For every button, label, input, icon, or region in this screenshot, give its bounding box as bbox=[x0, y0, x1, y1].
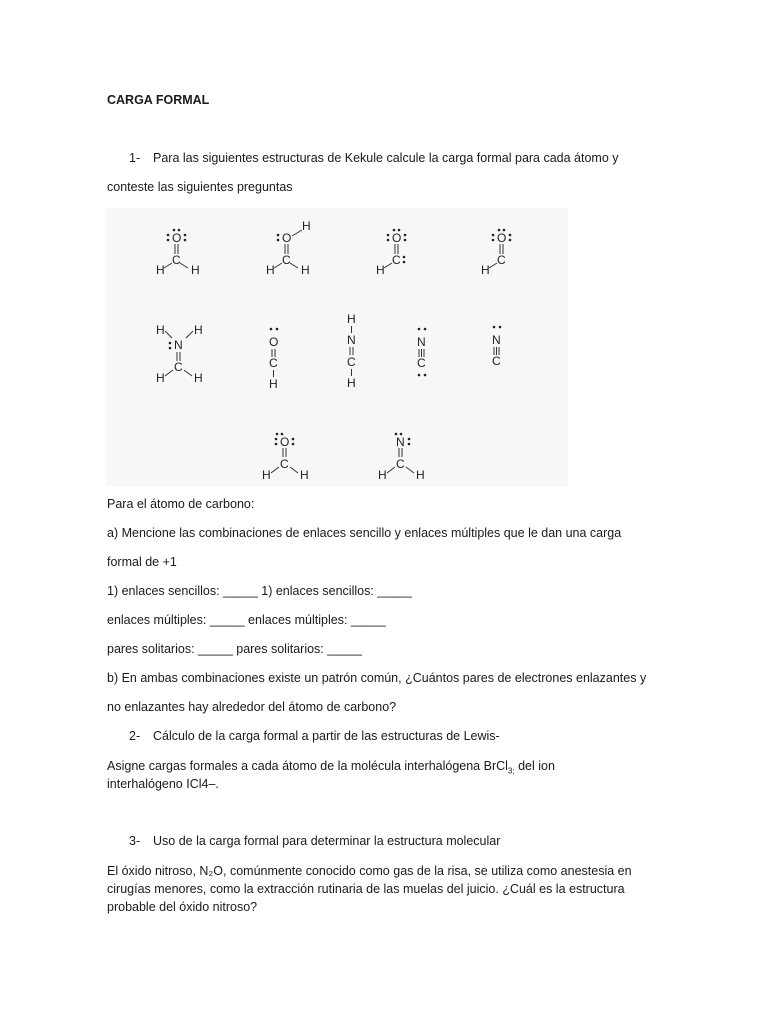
question-1-continuation: conteste las siguientes preguntas bbox=[107, 180, 293, 194]
atom-h: H bbox=[481, 263, 490, 277]
atom-n: N bbox=[396, 435, 405, 449]
question-b-line2: no enlazantes hay alrededor del átomo de carbono? bbox=[107, 700, 397, 714]
structure-1 bbox=[156, 229, 200, 277]
multiple-bonds-row: enlaces múltiples: _____ enlaces múltiples: _____ bbox=[107, 613, 386, 627]
atom-o: O bbox=[172, 231, 182, 245]
kekule-structures-figure bbox=[106, 208, 568, 486]
lone-pairs-row: pares solitarios: _____ pares solitarios: _____ bbox=[107, 642, 363, 656]
atom-h: H bbox=[416, 468, 425, 482]
atom-h: H bbox=[378, 468, 387, 482]
atom-c: C bbox=[392, 253, 401, 267]
structure-4 bbox=[481, 229, 511, 277]
atom-c: C bbox=[269, 356, 278, 370]
structure-6 bbox=[269, 328, 278, 391]
atom-h: H bbox=[262, 468, 271, 482]
page-title: CARGA FORMAL bbox=[107, 93, 210, 107]
atom-n: N bbox=[417, 335, 426, 349]
question-3-paragraph-line1: El óxido nitroso, N₂O, comúnmente conocido como gas de la risa, se utiliza como anestesia en bbox=[107, 864, 632, 878]
atom-h: H bbox=[156, 371, 165, 385]
atom-h: H bbox=[266, 263, 275, 277]
question-3-paragraph-line3: probable del óxido nitroso? bbox=[107, 900, 258, 914]
atom-o: O bbox=[497, 231, 507, 245]
structures-svg bbox=[106, 208, 568, 486]
question-2-body-line2: interhalógeno ICl4–. bbox=[107, 777, 219, 791]
structure-3 bbox=[376, 229, 406, 277]
structure-7 bbox=[347, 312, 356, 390]
atom-c: C bbox=[172, 253, 181, 267]
question-a-line2: formal de +1 bbox=[107, 555, 177, 569]
atom-h: H bbox=[376, 263, 385, 277]
atom-h: H bbox=[347, 312, 356, 326]
atom-h: H bbox=[269, 377, 278, 391]
atom-h: H bbox=[300, 468, 309, 482]
question-1-text: Para las siguientes estructuras de Kekule calcule la carga formal para cada átomo y bbox=[153, 151, 619, 165]
atom-c: C bbox=[282, 253, 291, 267]
atom-h: H bbox=[156, 323, 165, 337]
atom-c: C bbox=[396, 457, 405, 471]
atom-n: N bbox=[174, 338, 183, 352]
atom-h: H bbox=[194, 371, 203, 385]
atom-o: O bbox=[392, 231, 402, 245]
atom-c: C bbox=[347, 355, 356, 369]
atom-o: O bbox=[280, 435, 290, 449]
question-2-number: 2- bbox=[129, 729, 141, 743]
structure-11 bbox=[378, 433, 425, 482]
atom-o: O bbox=[269, 335, 279, 349]
structure-10 bbox=[262, 433, 309, 482]
atom-c: C bbox=[280, 457, 289, 471]
atom-h: H bbox=[191, 263, 200, 277]
atom-h: H bbox=[347, 376, 356, 390]
atom-n: N bbox=[492, 333, 501, 347]
structure-5 bbox=[156, 323, 203, 385]
q2-body-sub: 3; bbox=[507, 766, 515, 776]
structure-9 bbox=[492, 326, 501, 368]
atom-h: H bbox=[156, 263, 165, 277]
atom-h: H bbox=[301, 263, 310, 277]
q2-body-post: del ion bbox=[514, 759, 555, 773]
question-3-text: Uso de la carga formal para determinar la estructura molecular bbox=[153, 834, 501, 848]
atom-c: C bbox=[497, 253, 506, 267]
question-2-body-line1 bbox=[107, 759, 555, 776]
atom-h: H bbox=[194, 323, 203, 337]
carbon-heading: Para el átomo de carbono: bbox=[107, 497, 255, 511]
question-2-text: Cálculo de la carga formal a partir de las estructuras de Lewis- bbox=[153, 729, 500, 743]
question-b-line1: b) En ambas combinaciones existe un patrón común, ¿Cuántos pares de electrones enlazantes y bbox=[107, 671, 647, 685]
q2-body-pre: Asigne cargas formales a cada átomo de la molécula interhalógena BrCl bbox=[107, 759, 508, 773]
atom-n: N bbox=[347, 333, 356, 347]
question-1-number: 1- bbox=[129, 151, 141, 165]
atom-o: O bbox=[282, 231, 292, 245]
question-a-line1: a) Mencione las combinaciones de enlaces sencillo y enlaces múltiples que le dan una carga bbox=[107, 526, 622, 540]
atom-h: H bbox=[302, 219, 311, 233]
structure-2 bbox=[266, 219, 311, 277]
atom-c: C bbox=[174, 360, 183, 374]
atom-c: C bbox=[417, 356, 426, 370]
question-3-paragraph-line2: cirugías menores, como la extracción rutinaria de las muelas del juicio. ¿Cuál es la estructura bbox=[107, 882, 625, 896]
atom-c: C bbox=[492, 354, 501, 368]
structure-8 bbox=[417, 328, 426, 377]
question-3-number: 3- bbox=[129, 834, 141, 848]
single-bonds-row: 1) enlaces sencillos: _____ 1) enlaces sencillos: _____ bbox=[107, 584, 413, 598]
